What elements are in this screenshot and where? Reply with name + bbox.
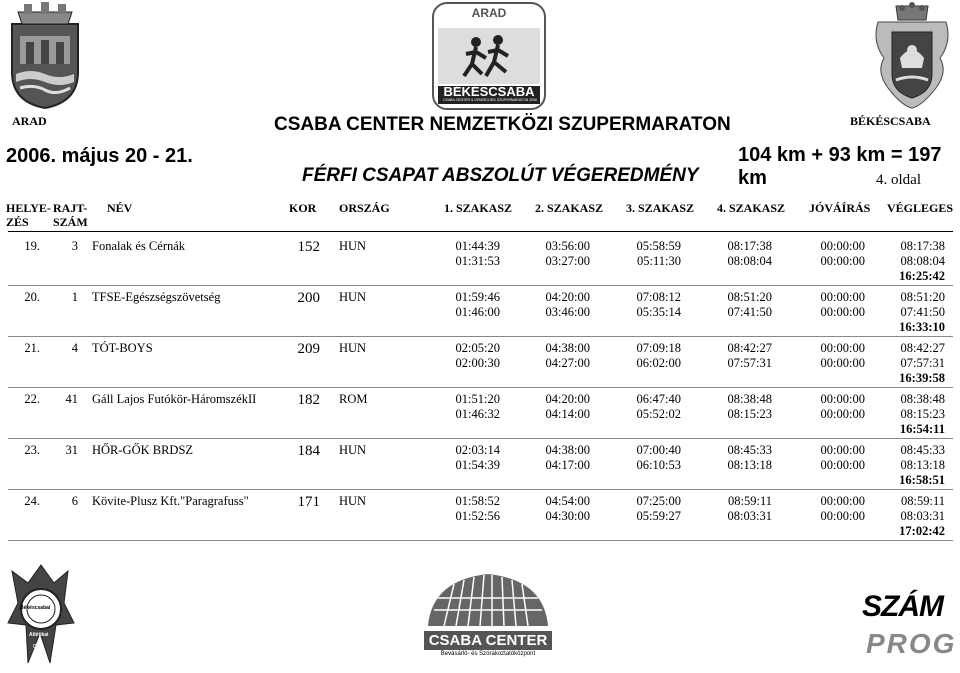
row-team-name: TÓT-BOYS <box>92 341 153 355</box>
row-stage4-a: 08:42:27 <box>727 341 772 355</box>
row-credit-b: 00:00:00 <box>820 458 865 472</box>
row-team-name: Kövite-Plusz Kft."Paragrafuss" <box>92 494 249 508</box>
logo-text-arad: ARAD <box>471 6 507 20</box>
col-helye-2: ZÉS <box>6 215 29 229</box>
row-stage3-b: 05:11:30 <box>637 254 681 268</box>
row-team-name: HŐR-GŐK BRDSZ <box>92 443 194 457</box>
row-stage3-b: 05:52:02 <box>636 407 681 421</box>
arad-coat-of-arms <box>6 2 84 110</box>
page-title: CSABA CENTER NEMZETKÖZI SZUPERMARATON <box>274 114 731 135</box>
col-rajt-2: SZÁM <box>53 215 88 229</box>
row-credit-b: 00:00:00 <box>820 254 865 268</box>
club-logo-text-mid: Atlétikai <box>29 632 49 638</box>
row-divider <box>8 336 953 337</box>
city-left-label: ARAD <box>12 114 47 128</box>
row-stage1-a: 01:59:46 <box>455 290 500 304</box>
row-country: HUN <box>339 239 367 253</box>
row-stage2-b: 03:46:00 <box>545 305 590 319</box>
row-stage1-a: 01:58:52 <box>455 494 500 508</box>
row-divider <box>8 489 953 490</box>
club-logo <box>6 563 76 668</box>
row-bib: 4 <box>71 341 78 355</box>
row-stage1-a: 02:05:20 <box>455 341 500 355</box>
row-total-time: 16:39:58 <box>899 371 945 385</box>
row-stage1-a: 01:51:20 <box>455 392 500 406</box>
row-stage2-b: 03:27:00 <box>545 254 590 268</box>
row-stage2-a: 03:56:00 <box>545 239 590 253</box>
row-stage1-b: 02:00:30 <box>455 356 500 370</box>
row-place: 24. <box>24 494 40 508</box>
mall-tagline: Bevásárló- és Szórakoztatóközpont <box>440 651 536 657</box>
row-credit-b: 00:00:00 <box>820 509 865 523</box>
row-place: 21. <box>24 341 40 355</box>
row-final-b: 08:15:23 <box>900 407 945 421</box>
row-stage1-a: 02:03:14 <box>455 443 500 457</box>
row-final-b: 07:57:31 <box>900 356 945 370</box>
row-stage2-b: 04:14:00 <box>545 407 590 421</box>
row-country: HUN <box>339 341 367 355</box>
col-helye: HELYE- <box>6 201 51 215</box>
row-kor: 184 <box>297 443 320 459</box>
row-stage1-b: 01:52:56 <box>455 509 500 523</box>
row-stage2-a: 04:38:00 <box>545 341 590 355</box>
row-credit-b: 00:00:00 <box>820 305 865 319</box>
row-stage3-b: 06:10:53 <box>636 458 681 472</box>
row-final-a: 08:51:20 <box>900 290 945 304</box>
row-place: 22. <box>24 392 40 406</box>
row-stage4-b: 08:08:04 <box>727 254 772 268</box>
page-subtitle: FÉRFI CSAPAT ABSZOLÚT VÉGEREDMÉNY <box>302 165 699 186</box>
row-final-b: 08:03:31 <box>900 509 945 523</box>
row-stage3-a: 06:47:40 <box>636 392 681 406</box>
row-stage2-b: 04:27:00 <box>545 356 590 370</box>
page-number: 4. oldal <box>876 172 921 188</box>
col-jovairas: JÓVÁÍRÁS <box>809 201 871 215</box>
row-bib: 3 <box>71 239 78 253</box>
row-stage1-b: 01:31:53 <box>455 254 500 268</box>
row-bib: 6 <box>71 494 78 508</box>
row-divider <box>8 285 953 286</box>
row-stage3-a: 05:58:59 <box>636 239 681 253</box>
row-stage4-b: 08:03:31 <box>727 509 772 523</box>
row-country: HUN <box>339 494 367 508</box>
row-bib: 31 <box>65 443 78 457</box>
row-total-time: 16:54:11 <box>899 422 945 436</box>
row-final-b: 08:13:18 <box>900 458 945 472</box>
row-kor: 200 <box>297 290 320 306</box>
row-total-time: 16:25:42 <box>899 269 945 283</box>
row-divider <box>8 387 953 388</box>
event-date: 2006. május 20 - 21. <box>6 145 193 167</box>
row-team-name: Fonalak és Cérnák <box>92 239 186 253</box>
row-stage3-b: 05:59:27 <box>636 509 681 523</box>
club-logo-text-bottom: Club <box>33 644 45 650</box>
row-stage4-b: 07:57:31 <box>727 356 772 370</box>
row-stage4-a: 08:17:38 <box>727 239 772 253</box>
sponsor-logo-szam: SZÁM <box>862 590 943 623</box>
row-credit-a: 00:00:00 <box>820 239 865 253</box>
row-kor: 209 <box>297 341 320 357</box>
mall-logo <box>424 570 552 632</box>
club-logo-text-top: Békéscsabai <box>20 605 51 611</box>
row-place: 23. <box>24 443 40 457</box>
header-divider <box>8 231 953 232</box>
col-orszag: ORSZÁG <box>339 201 390 215</box>
row-stage3-a: 07:00:40 <box>636 443 681 457</box>
row-bib: 1 <box>71 290 78 304</box>
row-country: ROM <box>339 392 368 406</box>
row-stage4-a: 08:59:11 <box>728 494 772 508</box>
row-final-a: 08:38:48 <box>900 392 945 406</box>
row-team-name: Gáll Lajos Futókör-HáromszékII <box>92 392 257 406</box>
city-right-label: BÉKÉSCSABA <box>850 114 931 128</box>
row-final-a: 08:42:27 <box>900 341 945 355</box>
row-stage2-a: 04:20:00 <box>545 290 590 304</box>
logo-text-bekescsaba: BÉKÉSCSABA <box>443 84 535 99</box>
row-stage2-a: 04:38:00 <box>545 443 590 457</box>
col-kor: KOR <box>289 201 317 215</box>
row-stage4-b: 08:13:18 <box>727 458 772 472</box>
row-kor: 152 <box>297 239 320 255</box>
row-place: 19. <box>24 239 40 253</box>
row-stage4-a: 08:38:48 <box>727 392 772 406</box>
row-stage3-b: 06:02:00 <box>636 356 681 370</box>
mall-name: CSABA CENTER <box>424 631 552 650</box>
row-credit-b: 00:00:00 <box>820 356 865 370</box>
logo-tiny-text: CSABA CENTER & VENDÉGJEG SZUPERMARATON 2006 <box>442 98 537 102</box>
row-stage3-a: 07:08:12 <box>636 290 681 304</box>
row-stage2-b: 04:30:00 <box>545 509 590 523</box>
row-stage4-a: 08:51:20 <box>727 290 772 304</box>
row-team-name: TFSE-Egészségszövetség <box>92 290 221 304</box>
col-szakasz-2: 2. SZAKASZ <box>535 201 604 215</box>
row-final-b: 07:41:50 <box>900 305 945 319</box>
row-credit-a: 00:00:00 <box>820 392 865 406</box>
col-szakasz-4: 4. SZAKASZ <box>717 201 786 215</box>
row-country: HUN <box>339 443 367 457</box>
row-country: HUN <box>339 290 367 304</box>
row-stage2-a: 04:54:00 <box>545 494 590 508</box>
col-szakasz-1: 1. SZAKASZ <box>444 201 513 215</box>
row-kor: 171 <box>297 494 320 510</box>
row-stage4-a: 08:45:33 <box>727 443 772 457</box>
col-szakasz-3: 3. SZAKASZ <box>626 201 695 215</box>
row-stage2-b: 04:17:00 <box>545 458 590 472</box>
row-credit-a: 00:00:00 <box>820 290 865 304</box>
sponsor-logo-prog: PROG <box>866 628 957 659</box>
col-vegleges: VÉGLEGES <box>887 201 954 215</box>
row-final-a: 08:45:33 <box>900 443 945 457</box>
row-divider <box>8 438 953 439</box>
row-stage3-a: 07:25:00 <box>636 494 681 508</box>
row-credit-a: 00:00:00 <box>820 443 865 457</box>
row-stage1-b: 01:46:32 <box>455 407 500 421</box>
row-stage4-b: 07:41:50 <box>727 305 772 319</box>
row-divider <box>8 540 953 541</box>
row-credit-a: 00:00:00 <box>820 341 865 355</box>
row-final-a: 08:59:11 <box>901 494 945 508</box>
row-stage1-b: 01:54:39 <box>455 458 500 472</box>
bekescsaba-coat-of-arms <box>872 2 952 110</box>
row-total-time: 16:33:10 <box>899 320 945 334</box>
row-stage1-a: 01:44:39 <box>455 239 500 253</box>
row-bib: 41 <box>65 392 78 406</box>
row-place: 20. <box>24 290 40 304</box>
row-stage1-b: 01:46:00 <box>455 305 500 319</box>
row-credit-a: 00:00:00 <box>820 494 865 508</box>
row-kor: 182 <box>297 392 320 408</box>
event-distance: 104 km + 93 km = 197 km <box>738 144 942 189</box>
row-stage3-a: 07:09:18 <box>636 341 681 355</box>
row-total-time: 17:02:42 <box>899 524 945 538</box>
row-stage4-b: 08:15:23 <box>727 407 772 421</box>
col-rajt: RAJT- <box>53 201 88 215</box>
row-stage3-b: 05:35:14 <box>636 305 681 319</box>
row-final-b: 08:08:04 <box>900 254 945 268</box>
row-stage2-a: 04:20:00 <box>545 392 590 406</box>
row-total-time: 16:58:51 <box>899 473 945 487</box>
col-nev: NÉV <box>107 201 133 215</box>
row-final-a: 08:17:38 <box>900 239 945 253</box>
row-credit-b: 00:00:00 <box>820 407 865 421</box>
